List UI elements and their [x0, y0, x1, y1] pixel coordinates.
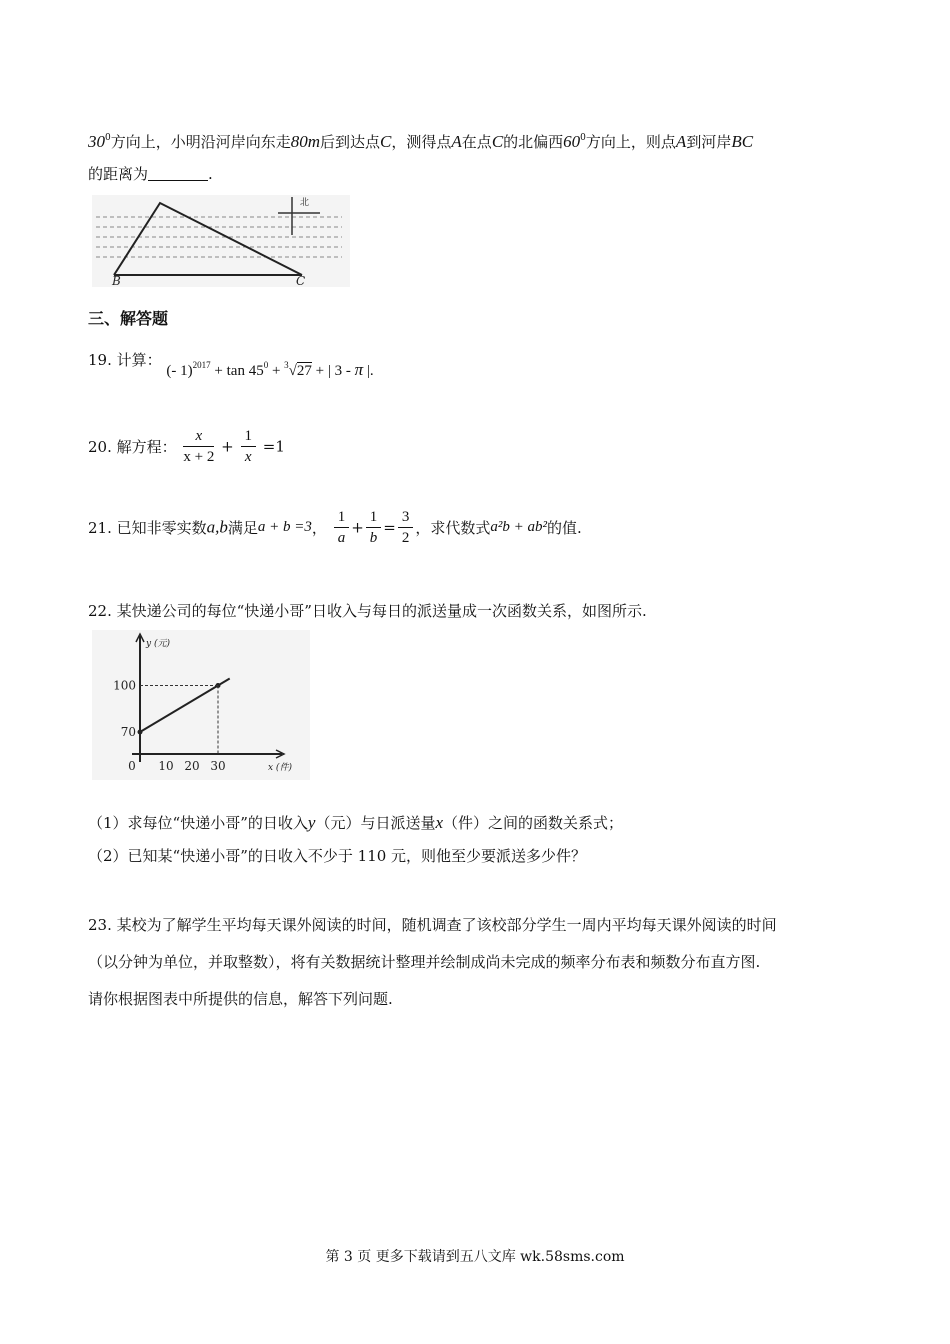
- q21-frac-b: $\frac{1}{b}$: [366, 507, 382, 548]
- q19-expression: (- $1)^{2017} + \tan 45^0 + ^3√27$ + | 3 - π |.: [166, 360, 374, 379]
- q20-frac1: $\frac{x}{x + 2}$: [183, 428, 215, 465]
- river-figure: [92, 195, 350, 287]
- river-diagram: [92, 195, 350, 287]
- q21-frac-result: $\frac{3}{2}$: [398, 507, 414, 548]
- page-footer: 第 3 页 更多下载请到五八文库 wk.58sms.com: [325, 1249, 625, 1265]
- label-c: C: [296, 274, 306, 287]
- q20: 20. 解方程： $\frac{x}{x + 2}$ + $\frac{1}{x}$ =1: [88, 428, 285, 465]
- x-tick-label: 30: [210, 759, 226, 773]
- answer-blank: [148, 166, 208, 181]
- x-tick-label: 0: [128, 759, 136, 773]
- q19: 19. 计算： (- $1)^{2017} + \tan 45^0 + ^3√27$ + | 3 - π |.: [88, 351, 374, 379]
- x-tick-label: 10: [158, 759, 174, 773]
- y-tick-label: 70: [120, 725, 136, 739]
- q22-graph: [92, 630, 310, 780]
- q20-frac2: $\frac{1}{x}$: [241, 426, 257, 467]
- section-title: 三、解答题: [88, 309, 169, 328]
- income-chart: [92, 630, 310, 780]
- q21-frac-a: $\frac{1}{a}$: [334, 507, 350, 548]
- q22-part2: （2）已知某“快递小哥”的日收入不少于 110 元，则他至少要派送多少件？: [88, 847, 587, 865]
- data-point: [138, 730, 143, 735]
- q23-line1: 23. 某校为了解学生平均每天课外阅读的时间，随机调查了该校部分学生一周内平均每天课外阅读的时间: [88, 916, 777, 934]
- label-north: 北: [300, 198, 310, 208]
- x-axis-label: x (件): [268, 763, 292, 773]
- y-axis-label: y (元): [146, 639, 170, 649]
- q21: 21. 已知非零实数a,b满足a + b =3， $\frac{1}{a}$ + $\frac{1}{b}$ = $\frac{3}{2}$ ，求代数式a²b + ab²的值.: [88, 509, 582, 546]
- q23-line2: （以分钟为单位，并取整数），将有关数据统计整理并绘制成尚未完成的频率分布表和频数分布直方图.: [88, 953, 761, 971]
- q22-stem: 22. 某快递公司的每位“快递小哥”日收入与每日的派送量成一次函数关系，如图所示.: [88, 602, 647, 620]
- label-b: B: [112, 274, 121, 287]
- q22-part1: （1）求每位“快递小哥”的日收入y（元）与日派送量x（件）之间的函数关系式；: [88, 813, 624, 832]
- q23-line3: 请你根据图表中所提供的信息，解答下列问题.: [88, 990, 393, 1008]
- x-tick-label: 20: [184, 759, 200, 773]
- y-tick-label: 100: [113, 678, 136, 693]
- q18-line1: $30^0$方向上，小明沿河岸向东走80m后到达点C，测得点A在点C的北偏西$60^0$方向上，则点A到河岸BC: [88, 132, 754, 151]
- q18-line2: 的距离为 .: [88, 165, 213, 183]
